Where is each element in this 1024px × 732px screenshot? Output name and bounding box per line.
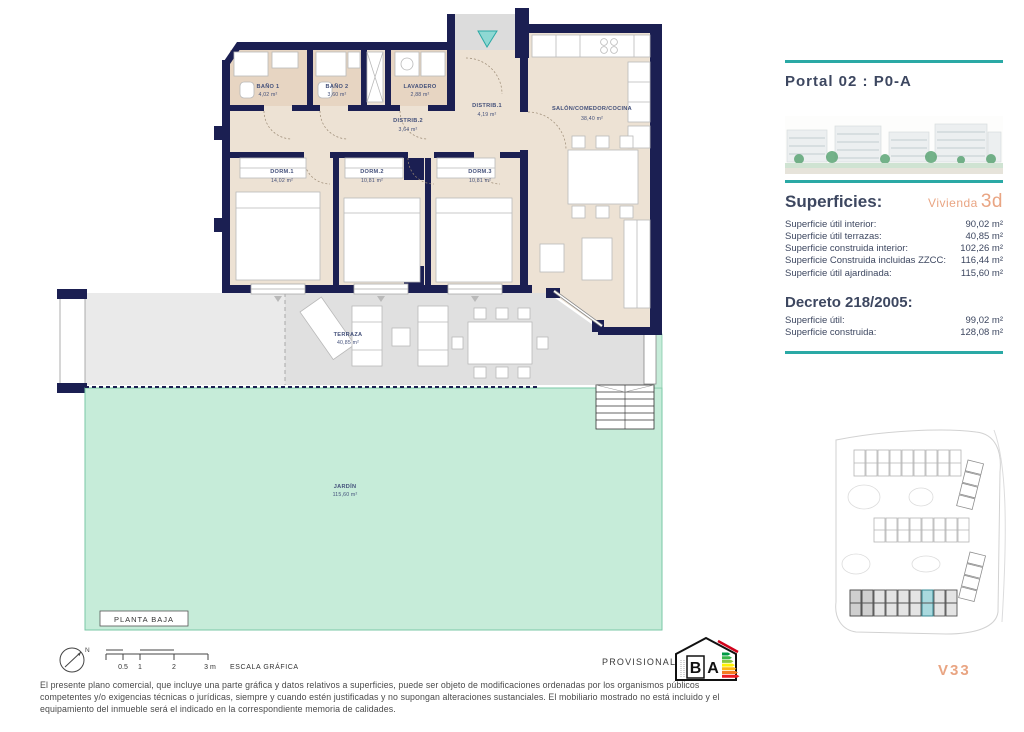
room-label-dorm1: DORM.1 — [270, 169, 294, 175]
sidebar — [785, 60, 1003, 354]
surface-label: Superficie construida interior: — [785, 243, 909, 255]
energy-letter-a: A — [707, 660, 719, 677]
surface-row — [785, 255, 1003, 267]
divider — [785, 180, 1003, 183]
room-area-bano1: 4,02 m² — [258, 92, 278, 98]
room-area-lavadero: 2,88 m² — [410, 92, 430, 98]
room-area-dorm2: 10,81 m² — [360, 178, 384, 184]
surface-value: 90,02 m² — [965, 219, 1003, 230]
site-mid-row — [874, 518, 969, 542]
surface-value: 40,85 m² — [965, 231, 1003, 243]
building-render-image — [785, 116, 1003, 174]
surface-label: Superficie Construida incluidas ZZCC: — [785, 255, 947, 267]
room-area-dorm1: 14,02 m² — [270, 178, 294, 184]
decreto-row — [785, 315, 1003, 327]
north-compass-icon — [60, 647, 90, 672]
energy-letter-b: B — [689, 660, 702, 677]
decreto-label: Superficie construida: — [785, 326, 877, 338]
surface-row — [785, 268, 1003, 280]
scale-tick-3m: 3 m — [204, 664, 216, 671]
room-area-distrib1: 4,19 m² — [477, 112, 497, 118]
surface-value: 102,26 m² — [960, 243, 1003, 255]
room-area-distrib2: 3,64 m² — [398, 127, 418, 133]
decreto-label: Superficie útil: — [785, 314, 845, 326]
superficies-heading: Superficies: — [785, 192, 883, 211]
energy-rating-house-icon — [672, 634, 740, 684]
decreto-heading: Decreto 218/2005: — [785, 293, 913, 311]
scale-caption: ESCALA GRÁFICA — [230, 664, 299, 671]
room-label-terraza: TERRAZA — [333, 332, 363, 338]
room-label-bano2: BAÑO 2 — [325, 84, 349, 90]
room-area-jardin: 115,60 m² — [332, 492, 358, 498]
legal-disclaimer: El presente plano comercial, que incluye una parte gráfica y datos relativos a superficies, puede ser objeto de modificaciones ordenadas por los organismos públicos competentes y/o exigencias técnicas o jurídicas, siempre y cuando estén justificadas y no supongan alteraciones sustanciales. El mobiliario mostrado no está incluido y el equipamiento del inmueble será el indicado en la correspondiente memoria de calidades. — [40, 680, 720, 715]
compass-and-scale — [48, 642, 368, 678]
divider — [785, 351, 1003, 354]
decreto-value: 99,02 m² — [965, 314, 1003, 326]
room-label-jardin: JARDÍN — [333, 484, 357, 490]
decreto-row — [785, 327, 1003, 339]
site-bottom-row — [850, 590, 957, 616]
surface-value: 115,60 m² — [960, 267, 1003, 279]
room-label-dorm3: DORM.3 — [468, 169, 492, 175]
room-area-dorm3: 10,81 m² — [468, 178, 492, 184]
room-label-distrib2: DISTRIB.2 — [393, 118, 423, 124]
decreto-value: 128,08 m² — [960, 326, 1003, 338]
surface-row — [785, 231, 1003, 243]
surface-label: Superficie útil interior: — [785, 219, 877, 230]
room-label-dorm2: DORM.2 — [360, 169, 384, 175]
scale-tick-05: 0.5 — [118, 664, 128, 671]
page-title: Portal 02 : P0-A — [785, 73, 912, 90]
floor-tag-label: PLANTA BAJA — [113, 615, 175, 624]
vivienda-label: Vivienda — [928, 196, 978, 210]
room-area-terraza: 40,85 m² — [336, 340, 360, 346]
provisional-label: PROVISIONAL — [602, 657, 677, 667]
vivienda-tag — [928, 191, 1003, 213]
version-code: V33 — [938, 662, 971, 679]
surface-label: Superficie útil terrazas: — [785, 231, 882, 243]
surface-label: Superficie útil ajardinada: — [785, 267, 892, 279]
scale-bar — [106, 650, 208, 660]
site-top-row — [854, 450, 961, 476]
surface-row — [785, 219, 1003, 231]
floor-tag — [100, 611, 188, 626]
vivienda-number: 3d — [980, 191, 1003, 212]
site-plan-minimap — [826, 422, 1008, 640]
room-label-lavadero: LAVADERO — [403, 84, 437, 90]
surface-row — [785, 243, 1003, 255]
north-label: N — [85, 647, 90, 654]
room-area-salon: 38,40 m² — [580, 116, 604, 122]
room-label-salon: SALÓN/COMEDOR/COCINA — [552, 106, 632, 112]
garden-stairs — [596, 385, 654, 429]
surface-value: 116,44 m² — [960, 255, 1003, 267]
scale-tick-2: 2 — [172, 664, 176, 671]
divider — [785, 60, 1003, 63]
room-label-bano1: BAÑO 1 — [256, 84, 280, 90]
room-area-bano2: 3,60 m² — [327, 92, 347, 98]
scale-tick-1: 1 — [138, 664, 142, 671]
room-label-distrib1: DISTRIB.1 — [472, 103, 502, 109]
